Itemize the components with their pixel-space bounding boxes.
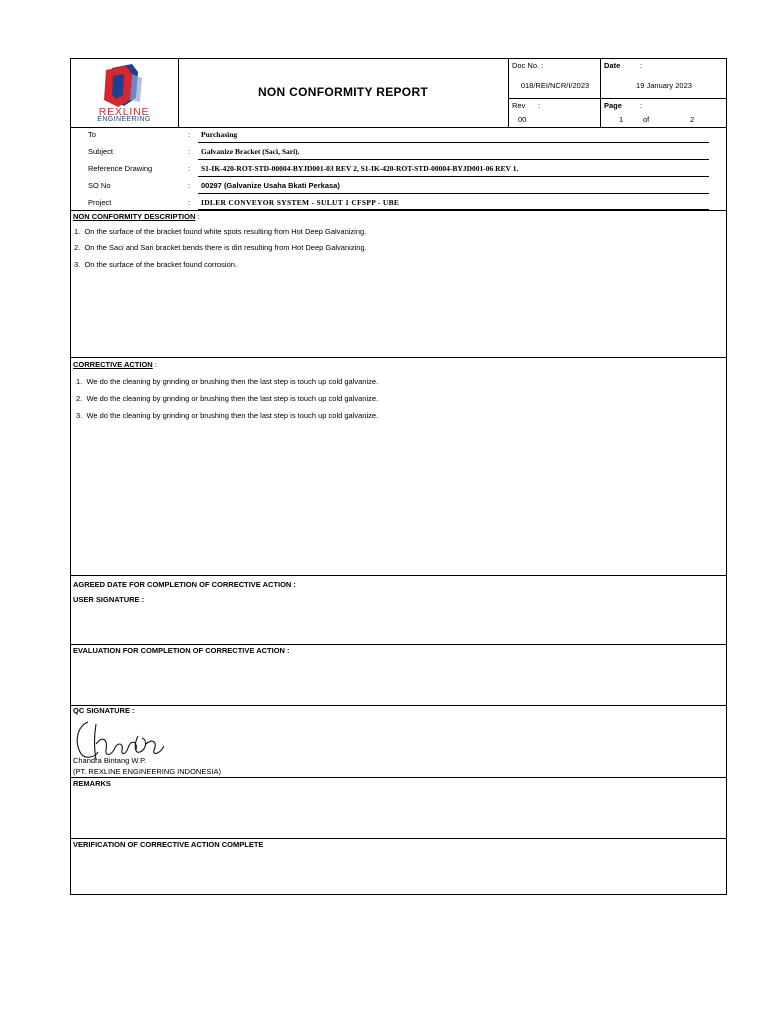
- page-of: of: [643, 115, 650, 124]
- doc-no-value: 018/REI/NCR/I/2023: [520, 81, 590, 90]
- page-total: 2: [690, 115, 695, 124]
- to-colon: :: [188, 130, 191, 139]
- agreed-date-label: AGREED DATE FOR COMPLETION OF CORRECTIVE ACTION :: [73, 580, 296, 589]
- subject-underline: [198, 159, 709, 160]
- date-value: 19 January 2023: [636, 81, 692, 90]
- ca-item-3: 3. We do the cleaning by grinding or brushing then the last step is touch up cold galvanize.: [76, 411, 379, 420]
- page-colon: :: [640, 101, 643, 110]
- user-signature-label: USER SIGNATURE :: [73, 595, 145, 604]
- logo-shield-icon: [86, 62, 162, 108]
- ncd-heading: NON CONFORMITY DESCRIPTION :: [73, 212, 200, 221]
- page-title: NON CONFORMITY REPORT: [257, 85, 429, 99]
- doc-no-label: Doc No. :: [512, 61, 544, 70]
- agreed-top-line: [70, 575, 727, 576]
- ncd-item-1: 1. On the surface of the bracket found white spots resulting from Hot Deep Galvanizing.: [74, 227, 367, 236]
- subject-colon: :: [188, 147, 191, 156]
- project-colon: :: [188, 198, 191, 207]
- qc-signer-company: (PT. REXLINE ENGINEERING INDONESIA): [73, 767, 221, 776]
- header-mid-line: [508, 98, 727, 99]
- ncd-item-3: 3. On the surface of the bracket found corrosion.: [74, 260, 238, 269]
- ca-item-1: 1. We do the cleaning by grinding or brushing then the last step is touch up cold galvanize.: [76, 377, 379, 386]
- logo-subname: ENGINEERING: [97, 116, 151, 123]
- to-underline: [198, 142, 709, 143]
- page-current: 1: [619, 115, 624, 124]
- ncd-item-2: 2. On the Saci and Sari bracket bends there is dirt resulting from Hot Deep Galvanizing.: [74, 243, 367, 252]
- so-underline: [198, 193, 709, 194]
- reference-value: S1-IK-420-ROT-STD-00004-BYJD001-03 REV 2, S1-IK-420-ROT-STD-00004-BYJD001-06 REV 1.: [201, 164, 519, 173]
- page-label: Page: [604, 101, 622, 110]
- to-value: Purchasing: [201, 130, 238, 139]
- so-value: 00297 (Galvanize Usaha Bkati Perkasa): [201, 181, 340, 190]
- so-label: SO No: [88, 181, 111, 190]
- reference-label: Reference Drawing: [88, 164, 153, 173]
- qc-signer-name: Chandra Bintang W.P.: [73, 756, 147, 765]
- evaluation-label: EVALUATION FOR COMPLETION OF CORRECTIVE ACTION :: [73, 646, 290, 655]
- docno-divider: [600, 58, 601, 128]
- remarks-label: REMARKS: [73, 779, 111, 788]
- ca-top-line: [70, 357, 727, 358]
- so-colon: :: [188, 181, 191, 190]
- rev-colon: :: [538, 101, 541, 110]
- qc-signature-label: QC SIGNATURE :: [73, 706, 135, 715]
- to-label: To: [88, 130, 96, 139]
- company-logo: [86, 62, 162, 124]
- ca-item-2: 2. We do the cleaning by grinding or brushing then the last step is touch up cold galvanize.: [76, 394, 379, 403]
- reference-colon: :: [188, 164, 191, 173]
- rev-value: 00: [518, 115, 527, 124]
- subject-value: Galvanize Bracket (Saci, Sari).: [201, 147, 300, 156]
- remarks-top-line: [70, 777, 727, 778]
- evaluation-top-line: [70, 644, 727, 645]
- project-value: IDLER CONVEYOR SYSTEM - SULUT 1 CFSPP - UBE: [201, 198, 400, 207]
- date-label: Date: [604, 61, 621, 70]
- verification-top-line: [70, 838, 727, 839]
- reference-underline: [198, 176, 709, 177]
- subject-label: Subject: [88, 147, 114, 156]
- title-divider: [508, 58, 509, 128]
- verification-label: VERIFICATION OF CORRECTIVE ACTION COMPLETE: [73, 840, 264, 849]
- qc-top-line: [70, 705, 727, 706]
- logo-name: REXLINE: [98, 106, 150, 118]
- ncd-top-line: [70, 210, 727, 211]
- date-colon: :: [640, 61, 643, 70]
- project-label: Project: [88, 198, 112, 207]
- header-bottom-line: [70, 127, 727, 128]
- ca-heading: CORRECTIVE ACTION :: [73, 360, 157, 369]
- rev-label: Rev: [512, 101, 526, 110]
